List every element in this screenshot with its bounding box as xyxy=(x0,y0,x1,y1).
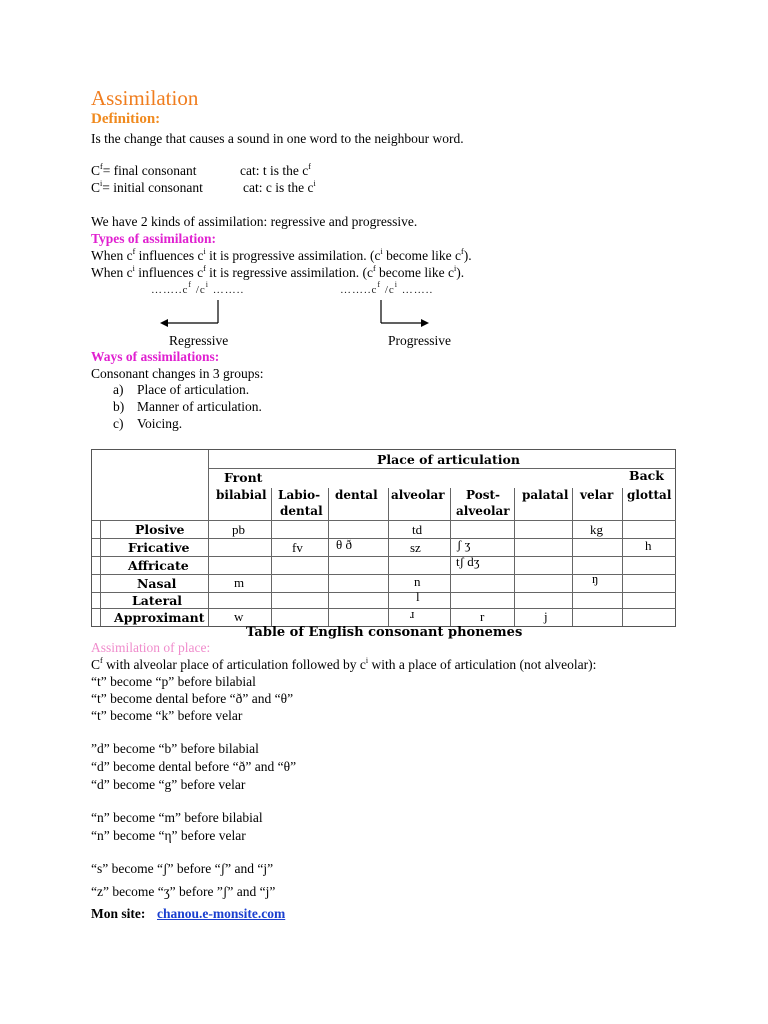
rule-line: “n” become “m” before bilabial xyxy=(91,810,263,825)
regressive-label: Regressive xyxy=(169,333,229,348)
list-item-text: Voicing. xyxy=(137,416,183,431)
table-cell: kg xyxy=(590,522,603,537)
table-cell: r xyxy=(480,609,485,624)
rule-line: “d” become “g” before velar xyxy=(91,777,246,792)
table-cell: td xyxy=(412,522,423,537)
definition-text: Is the change that causes a sound in one word to the neighbour word. xyxy=(91,131,464,146)
place-header: Place of articulation xyxy=(377,452,520,467)
final-consonant-example: cat: t is the $c^f$ xyxy=(240,162,311,178)
col-labiodental-1: Labio- xyxy=(278,488,321,502)
table-cell: pb xyxy=(232,522,245,537)
table-cell: fv xyxy=(292,540,303,555)
table-cell: sz xyxy=(410,540,421,555)
types-line-progressive: When $c^f$ influences $c^i$ it is progressive assimilation. ($c^i$ become like $c^f$). xyxy=(91,247,472,263)
place-intro: $C^f$ with alveolar place of articulation followed by $c^i$ with a place of articulation (not alveolar): xyxy=(91,656,597,672)
rule-line: “t” become “p” before bilabial xyxy=(91,674,256,689)
col-glottal: glottal xyxy=(627,488,672,502)
consonant-table xyxy=(91,449,676,627)
table-cell: ɹ xyxy=(410,606,415,621)
site-label: Mon site: xyxy=(91,906,146,921)
site-link[interactable]: chanou.e-monsite.com xyxy=(157,906,286,921)
row-lateral: Lateral xyxy=(132,593,183,608)
table-cell: θ ð xyxy=(336,537,352,552)
table-cell: l xyxy=(416,589,420,604)
regressive-arrow xyxy=(160,300,218,327)
progressive-label: Progressive xyxy=(388,333,451,348)
list-item: a) xyxy=(113,382,124,397)
col-dental: dental xyxy=(335,488,378,502)
final-consonant-line: $C^f=$ final consonant xyxy=(91,162,197,178)
col-postalveolar-1: Post- xyxy=(466,488,500,502)
rule-line: “t” become dental before “ð” and “θ” xyxy=(91,691,294,706)
rule-line: “s” become “ʃ” before “ʃ” and “j” xyxy=(91,861,274,876)
table-cell: ʃ ʒ xyxy=(457,537,471,552)
initial-consonant-example: cat: c is the $c^i$ xyxy=(243,179,316,195)
table-cell: j xyxy=(544,609,548,624)
list-item: c) xyxy=(113,416,124,431)
row-plosive: Plosive xyxy=(135,522,185,537)
front-label: Front xyxy=(224,470,263,485)
back-label: Back xyxy=(629,468,664,483)
progressive-arrow xyxy=(381,300,429,327)
table-cell: ŋ xyxy=(592,571,599,586)
row-fricative: Fricative xyxy=(128,540,190,555)
row-nasal: Nasal xyxy=(137,576,177,591)
col-labiodental-2: dental xyxy=(280,504,323,518)
table-caption: Table of English consonant phonemes xyxy=(246,625,523,640)
col-postalveolar-2: alveolar xyxy=(456,504,510,518)
col-bilabial: bilabial xyxy=(216,488,267,502)
row-affricate: Affricate xyxy=(128,558,189,573)
table-cell: h xyxy=(645,538,652,553)
rule-line: “d” become dental before “ð” and “θ” xyxy=(91,759,297,774)
rule-line: ”d” become “b” before bilabial xyxy=(91,741,259,756)
types-line-regressive: When $c^i$ influences $c^f$ it is regressive assimilation. ($c^f$ become like $c^i$). xyxy=(91,264,465,280)
table-cell: tʃ dʒ xyxy=(456,554,480,569)
col-palatal: palatal xyxy=(522,488,569,502)
list-item-text: Manner of articulation. xyxy=(137,399,262,414)
list-item-text: Place of articulation. xyxy=(137,382,250,397)
table-cell: m xyxy=(234,575,245,590)
list-item: b) xyxy=(113,399,125,414)
assimilation-arrows xyxy=(150,295,450,335)
place-heading: Assimilation of place: xyxy=(91,640,211,655)
rule-line: “t” become “k” before velar xyxy=(91,708,243,723)
col-velar: velar xyxy=(580,488,614,502)
kinds-text: We have 2 kinds of assimilation: regressive and progressive. xyxy=(91,214,418,229)
table-cell: w xyxy=(234,609,244,624)
ways-intro: Consonant changes in 3 groups: xyxy=(91,366,264,381)
page-title: Assimilation xyxy=(91,86,199,110)
regressive-formula: $\dots\dots..c^f$ $/c^i$ …….. xyxy=(151,280,245,296)
row-approximant: Approximant xyxy=(114,610,205,625)
rule-line: “n” become “η” before velar xyxy=(91,828,246,843)
initial-consonant-line: $C^i=$ initial consonant xyxy=(91,179,203,195)
progressive-formula: $\dots\dots..c^f$ $/c^i$ …….. xyxy=(340,280,434,296)
types-heading: Types of assimilation: xyxy=(91,231,217,246)
definition-heading: Definition: xyxy=(91,111,161,127)
col-alveolar: alveolar xyxy=(391,488,445,502)
table-cell: n xyxy=(414,574,421,589)
ways-heading: Ways of assimilations: xyxy=(91,349,220,364)
rule-line: “z” become “ʒ” before ”ʃ” and “j” xyxy=(91,884,276,899)
